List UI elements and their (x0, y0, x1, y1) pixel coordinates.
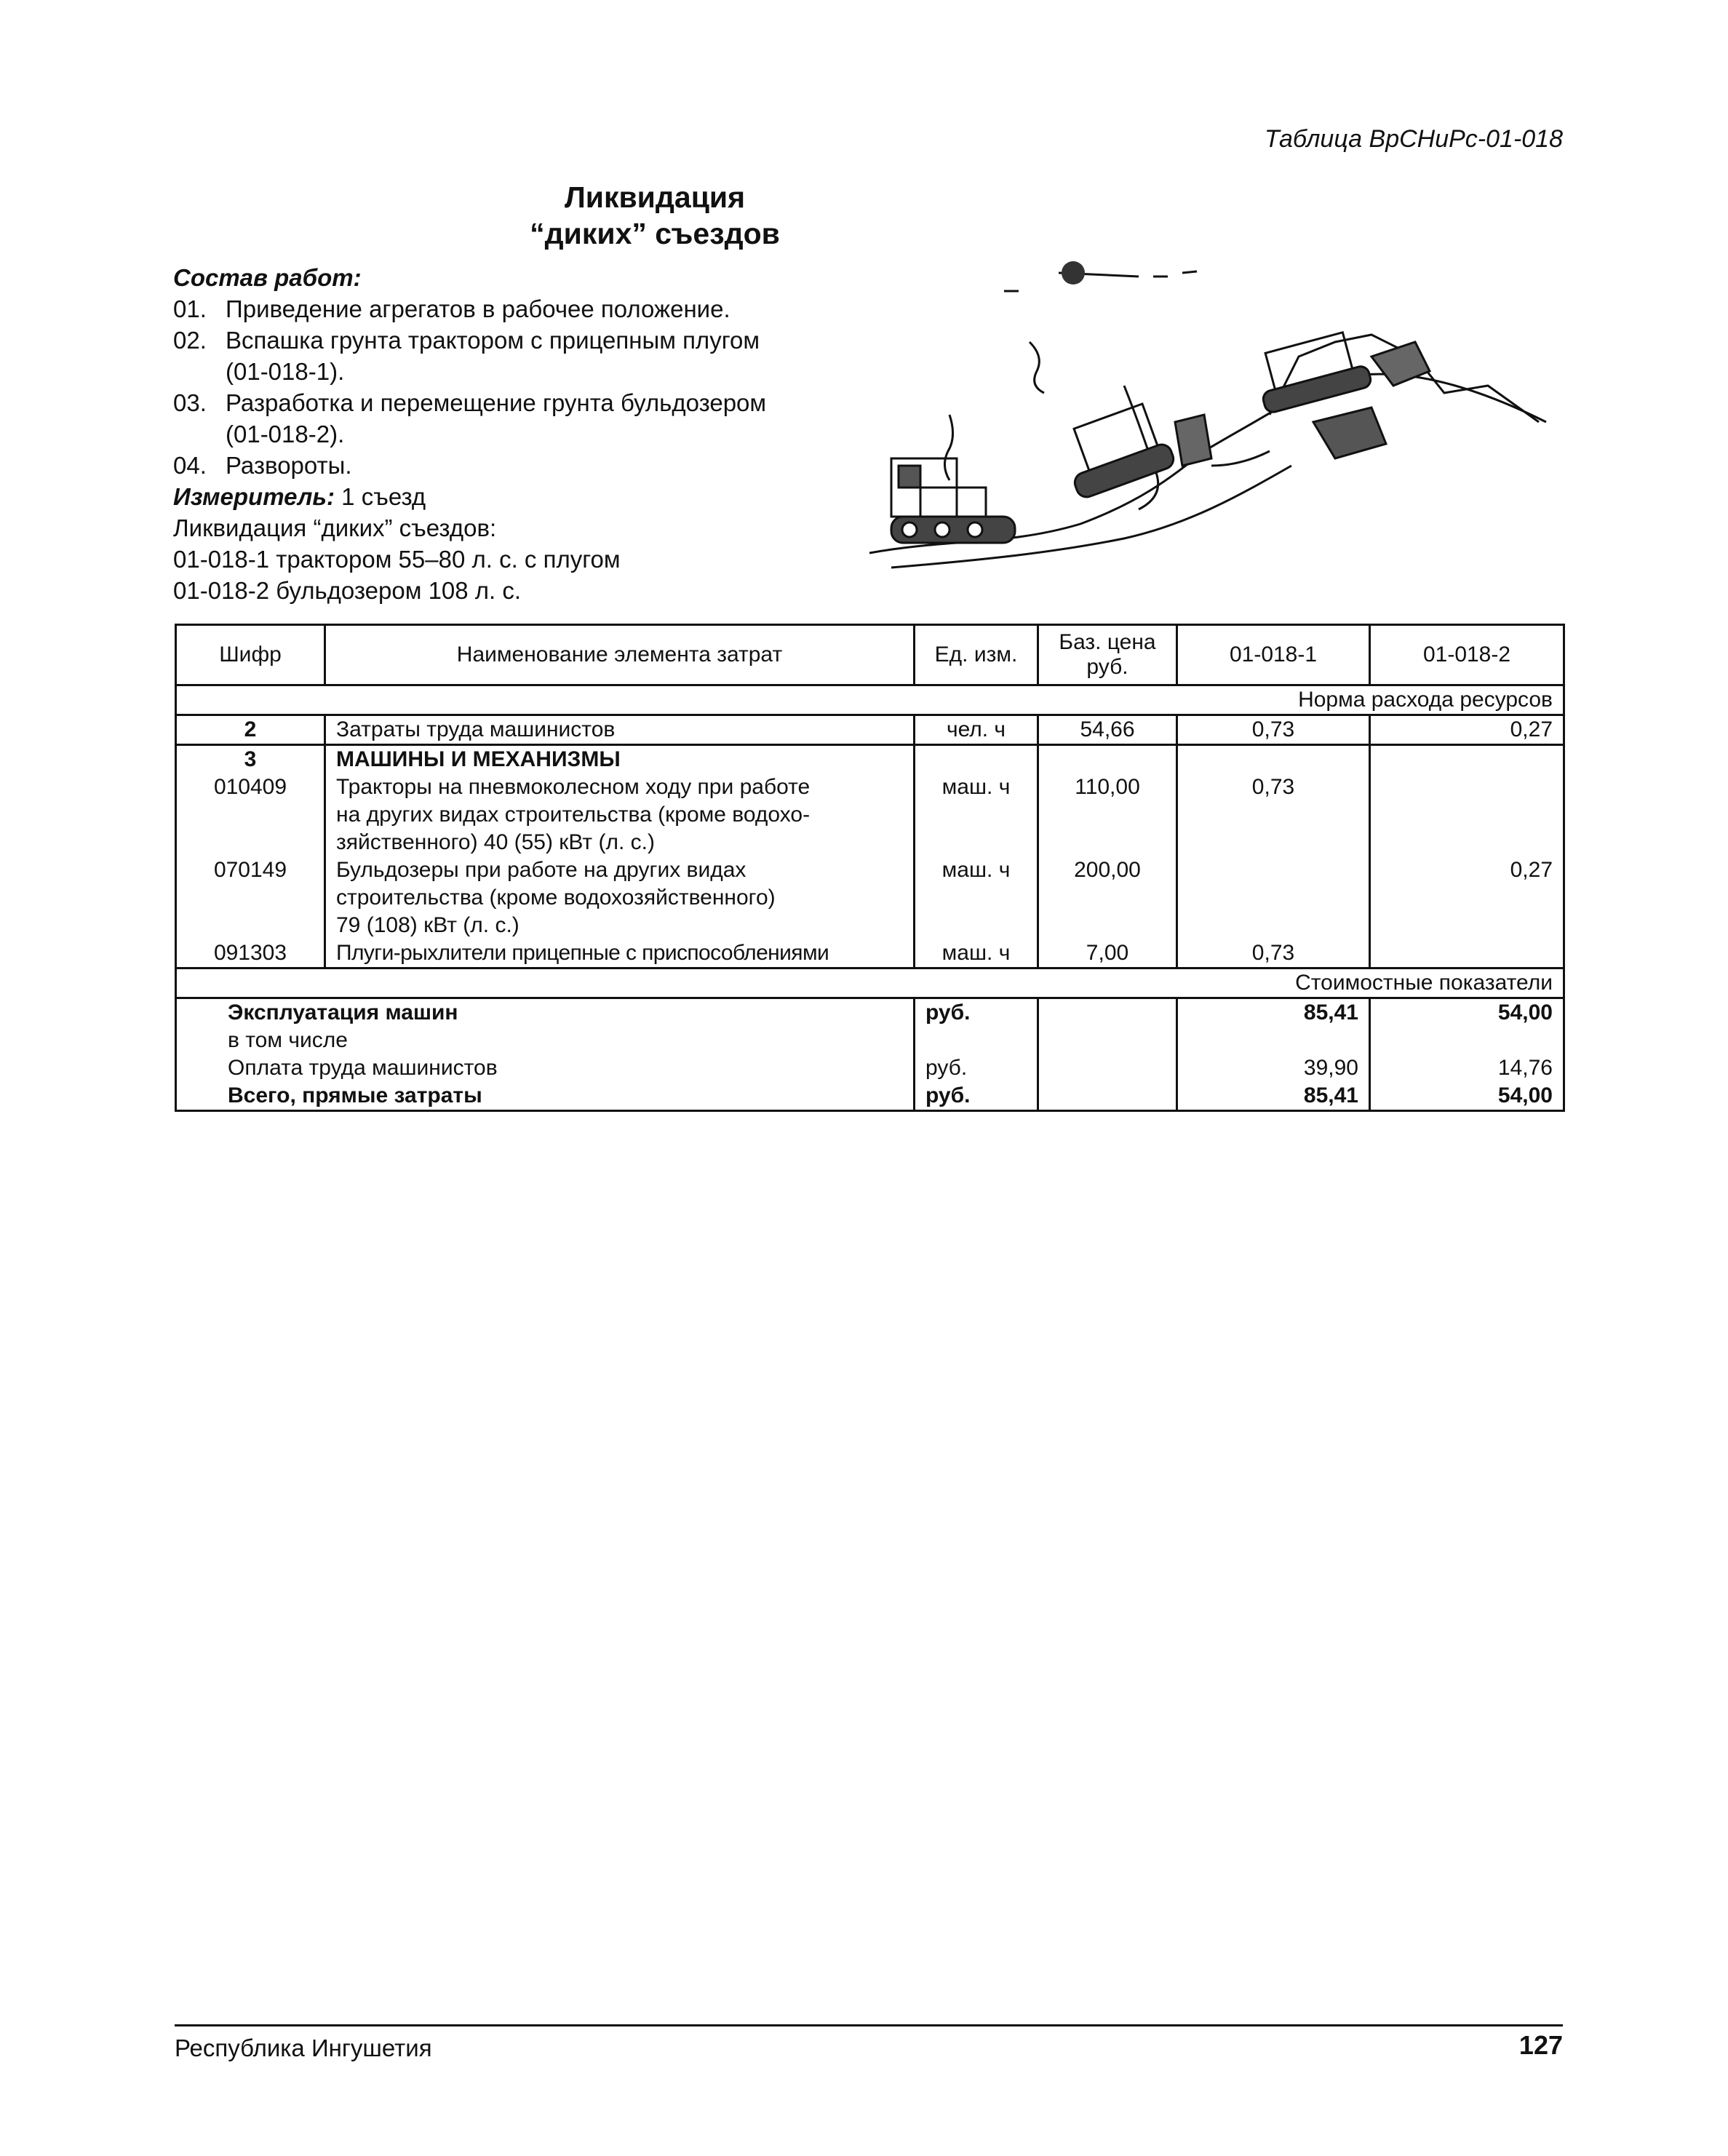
header-name: Наименование элемента затрат (325, 625, 915, 685)
work-item-text: Разработка и перемещение грунта бульдозером (226, 389, 767, 416)
cell-price: 7,00 (1038, 939, 1177, 968)
table-label: Таблица ВрСНиРс-01-018 (1264, 125, 1563, 153)
totals-unit: руб. (915, 998, 1038, 1027)
table-row (176, 773, 1564, 856)
excavator-icon (1262, 333, 1430, 458)
cell-price: 110,00 (1038, 773, 1177, 856)
table-row (176, 715, 1564, 745)
cell-name-line: зяйственного) 40 (55) кВт (л. с.) (336, 830, 655, 854)
cell-variant-1 (1177, 856, 1370, 939)
work-item (173, 387, 857, 418)
cell-name (325, 773, 915, 856)
title-line-1: Ликвидация (564, 180, 746, 214)
totals-unit: руб. (915, 1082, 1038, 1111)
cell-name-line: Тракторы на пневмоколесном ходу при работе (336, 775, 811, 799)
totals-label: Эксплуатация машин (176, 998, 915, 1027)
cell-name-line: на других видах строительства (кроме водохо- (336, 803, 811, 827)
cell-name: Плуги-рыхлители прицепные с приспособлениями (325, 939, 915, 968)
header-code: Шифр (176, 625, 325, 685)
totals-row (176, 1027, 1564, 1054)
totals-variant-1: 85,41 (1177, 1082, 1370, 1111)
totals-row (176, 998, 1564, 1027)
cell-variant-1: 0,73 (1177, 939, 1370, 968)
totals-row (176, 1054, 1564, 1082)
totals-variant-1: 85,41 (1177, 998, 1370, 1027)
footer-divider (175, 2024, 1563, 2026)
table-row (176, 856, 1564, 939)
cell-code: 010409 (176, 773, 325, 856)
work-item-number: 04. (173, 452, 207, 479)
totals-variant-2: 54,00 (1370, 998, 1564, 1027)
totals-label: Оплата труда машинистов (176, 1054, 915, 1082)
totals-label: Всего, прямые затраты (176, 1082, 915, 1111)
work-item-number: 02. (173, 327, 207, 354)
work-item-continuation: (01-018-2). (226, 421, 345, 447)
measure-label: Измеритель: (173, 483, 335, 510)
totals-variant-1: 39,90 (1177, 1054, 1370, 1082)
work-item-number: 01. (173, 295, 207, 322)
measure-value: 1 съезд (335, 483, 426, 510)
work-item-text: Приведение агрегатов в рабочее положение. (226, 295, 730, 322)
cell-variant-2 (1370, 939, 1564, 968)
cell-unit: маш. ч (915, 856, 1038, 939)
cell-code: 2 (176, 715, 325, 745)
table-row (176, 745, 1564, 774)
work-item (173, 450, 857, 481)
table-header-row (176, 625, 1564, 685)
work-item (173, 325, 857, 356)
header-price: Баз. цена руб. (1038, 625, 1177, 685)
title-line-2: “диких” съездов (530, 217, 780, 250)
section-cost-label: Стоимостные показатели (176, 968, 1564, 998)
variant-line: 01-018-2 бульдозером 108 л. с. (173, 577, 522, 604)
work-item-number: 03. (173, 389, 207, 416)
bulldozer-tractor-illustration (862, 247, 1561, 589)
section-row (176, 685, 1564, 715)
footer-region: Республика Ингушетия (175, 2034, 432, 2061)
totals-variant-2: 14,76 (1370, 1054, 1564, 1082)
totals-variant-2: 54,00 (1370, 1082, 1564, 1111)
cell-variant-2 (1370, 773, 1564, 856)
header-unit: Ед. изм. (915, 625, 1038, 685)
cell-unit: маш. ч (915, 773, 1038, 856)
cell-price: 200,00 (1038, 856, 1177, 939)
cost-table (175, 624, 1565, 1112)
page-title (437, 179, 873, 252)
header-variant-1: 01-018-1 (1177, 625, 1370, 685)
variant-line: 01-018-1 трактором 55–80 л. с. с плугом (173, 546, 621, 573)
sun-icon (1062, 261, 1085, 285)
cell-variant-1: 0,73 (1177, 773, 1370, 856)
cell-unit: чел. ч (915, 715, 1038, 745)
bulldozer-icon (1072, 404, 1211, 500)
cell-code: 070149 (176, 856, 325, 939)
machines-section-title: МАШИНЫ И МЕХАНИЗМЫ (325, 745, 915, 774)
header-variant-2: 01-018-2 (1370, 625, 1564, 685)
page-number: 127 (1518, 2030, 1563, 2060)
work-item-text: Вспашка грунта трактором с прицепным плугом (226, 327, 760, 354)
works-description (173, 262, 857, 606)
cell-name-line: строительства (кроме водохозяйственного) (336, 886, 776, 910)
work-item-text: Развороты. (226, 452, 352, 479)
work-item-continuation: (01-018-1). (226, 358, 345, 385)
totals-label: в том числе (176, 1027, 915, 1054)
cell-code: 091303 (176, 939, 325, 968)
measure-line (173, 481, 857, 512)
cell-variant-2: 0,27 (1370, 715, 1564, 745)
cell-code: 3 (176, 745, 325, 774)
section-row (176, 968, 1564, 998)
cell-name-line: Бульдозеры при работе на других видах (336, 858, 746, 882)
table-row (176, 939, 1564, 968)
cell-unit: маш. ч (915, 939, 1038, 968)
cell-name: Затраты труда машинистов (325, 715, 915, 745)
section-norm-label: Норма расхода ресурсов (176, 685, 1564, 715)
cell-name-line: 79 (108) кВт (л. с.) (336, 913, 519, 937)
cell-price: 54,66 (1038, 715, 1177, 745)
works-heading: Состав работ: (173, 264, 362, 291)
tractor-icon (891, 458, 1015, 543)
cell-variant-2: 0,27 (1370, 856, 1564, 939)
work-item (173, 293, 857, 325)
variants-subtitle: Ликвидация “диких” съездов: (173, 514, 497, 541)
cell-variant-1: 0,73 (1177, 715, 1370, 745)
cell-name (325, 856, 915, 939)
totals-unit: руб. (915, 1054, 1038, 1082)
totals-row (176, 1082, 1564, 1111)
